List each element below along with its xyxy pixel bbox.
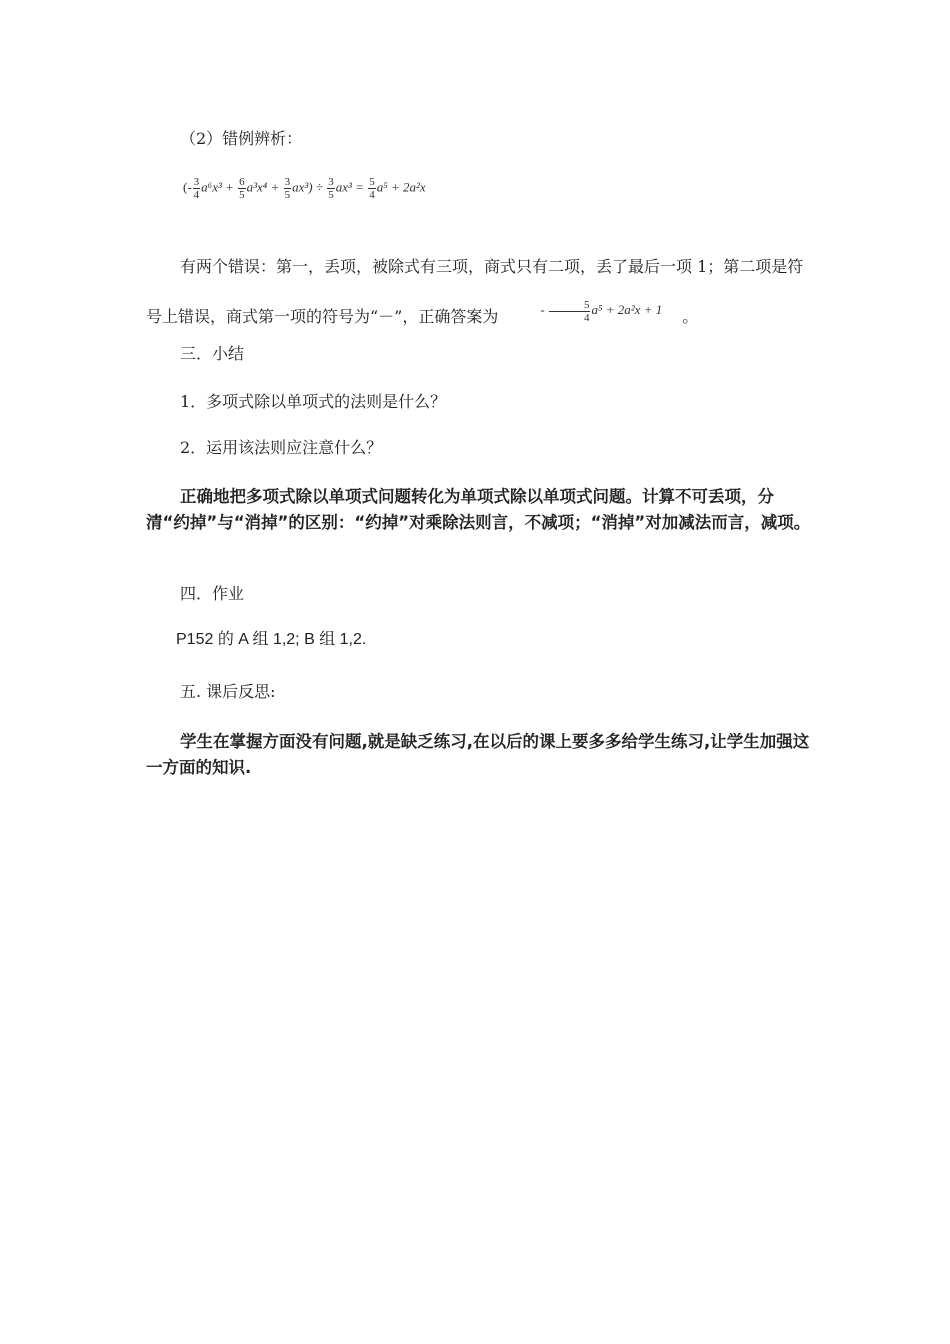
- question-1: 1．多项式除以单项式的法则是什么？: [180, 392, 447, 411]
- summary-paragraph: 正确地把多项式除以单项式问题转化为单项式除以单项式问题。计算不可丢项，分清“约掉”与“消掉”的区别：“约掉”对乘除法则言，不减项；“消掉”对加减法而言，减项。: [146, 487, 811, 532]
- error-equation: [183, 176, 426, 201]
- eq-term-4: ax³ =: [335, 179, 364, 195]
- eq-term-3: ax³) ÷: [292, 179, 323, 195]
- eq-term-2: a³x⁴ +: [246, 179, 280, 195]
- analysis-end: 。: [682, 307, 699, 326]
- eq-term-5: a⁵ + 2a²x: [376, 179, 426, 195]
- error-analysis-paragraph: [146, 242, 812, 343]
- eq-open: (-: [183, 179, 192, 195]
- eq-frac-2: $\frac{6}{5}$: [239, 176, 245, 201]
- section-3-title: 三．小结: [180, 344, 245, 363]
- analysis-text: 有两个错误：第一，丢项，被除式有三项，商式只有二项，丢了最后一项 1；第二项是符号上错误，商式第一项的符号为“－”，正确答案为: [146, 257, 804, 326]
- eq-frac-5: $\frac{5}{4}$: [369, 176, 375, 201]
- question-2: 2．运用该法则应注意什么？: [180, 438, 383, 457]
- section-4-title: 四．作业: [180, 584, 245, 603]
- eq-frac-4: $\frac{3}{5}$: [328, 176, 334, 201]
- section-5-title: 五. 课后反思:: [180, 682, 276, 701]
- eq-frac-1: $\frac{3}{4}$: [193, 176, 200, 201]
- homework-text: P152 的 A 组 1,2; B 组 1,2.: [176, 631, 367, 648]
- section-error-title: （2）错例辨析：: [180, 129, 303, 148]
- reflection-paragraph: 学生在掌握方面没有问题,就是缺乏练习,在以后的课上要多多给学生练习,让学生加强这一方面的知识.: [146, 732, 810, 777]
- eq-frac-3: $\frac{3}{5}$: [284, 176, 291, 201]
- correct-answer-formula: - $\frac{5}{4}$ a⁵ + 2a²x + 1: [540, 298, 663, 324]
- eq-term-1: a⁶x³ +: [201, 179, 234, 195]
